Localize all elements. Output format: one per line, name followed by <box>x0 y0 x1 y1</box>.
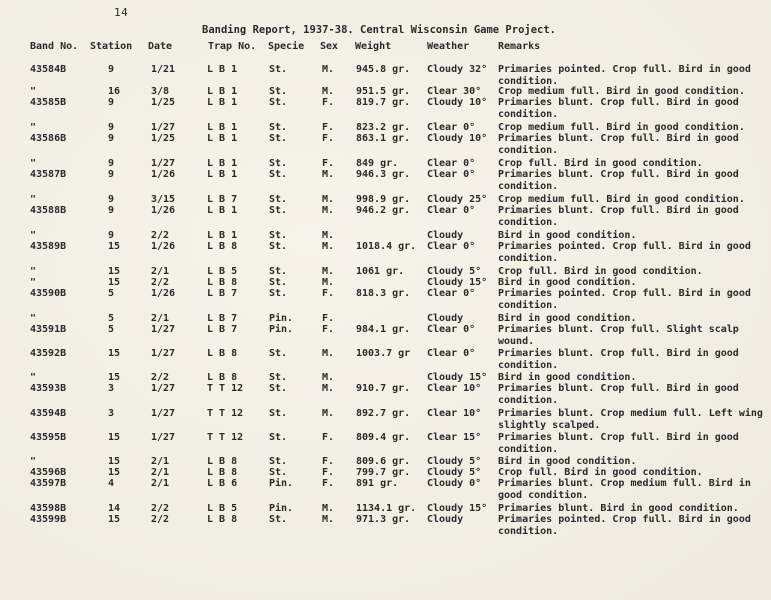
cell-trap: L B 1 <box>207 122 238 133</box>
header-remarks: Remarks <box>498 41 541 52</box>
cell-specie: St. <box>269 122 288 133</box>
cell-sex: F. <box>322 97 335 108</box>
cell-trap: L B 1 <box>207 169 238 180</box>
cell-weight: 849 gr. <box>356 158 399 169</box>
cell-weather: Cloudy 15° <box>427 277 488 288</box>
cell-weather: Clear 0° <box>427 158 476 169</box>
cell-specie: St. <box>269 266 288 277</box>
cell-trap: L B 5 <box>207 503 238 514</box>
cell-remarks: Primaries blunt. Crop full. Bird in good condition. <box>498 133 739 156</box>
cell-sex: M. <box>322 503 335 514</box>
table-row <box>0 324 771 347</box>
cell-specie: St. <box>269 158 288 169</box>
cell-weather: Cloudy 5° <box>427 266 482 277</box>
cell-specie: St. <box>269 456 288 467</box>
cell-remarks: Primaries blunt. Crop full. Bird in good condition. <box>498 348 739 371</box>
cell-remarks: Primaries pointed. Crop full. Bird in good condition. <box>498 514 751 537</box>
cell-specie: St. <box>269 205 288 216</box>
cell-remarks: Bird in good condition. <box>498 230 637 241</box>
cell-remarks: Crop full. Bird in good condition. <box>498 467 703 478</box>
cell-specie: St. <box>269 467 288 478</box>
header-specie: Specie <box>268 41 305 52</box>
cell-specie: St. <box>269 97 288 108</box>
cell-remarks: Primaries blunt. Crop full. Bird in good condition. <box>498 383 739 406</box>
header-sex: Sex <box>320 41 339 52</box>
cell-station: 5 <box>108 324 115 335</box>
cell-sex: F. <box>322 456 335 467</box>
cell-sex: M. <box>322 64 335 75</box>
header-trap: Trap No. <box>208 41 257 52</box>
cell-band: " <box>30 266 37 277</box>
cell-date: 2/2 <box>151 277 170 288</box>
cell-weight: 971.3 gr. <box>356 514 411 525</box>
cell-remarks: Primaries blunt. Crop full. Bird in good condition. <box>498 432 739 455</box>
cell-band: 43597B <box>30 478 67 489</box>
cell-band: 43589B <box>30 241 67 252</box>
table-row <box>0 64 771 87</box>
cell-weather: Clear 0° <box>427 169 476 180</box>
cell-sex: M. <box>322 194 335 205</box>
cell-weight: 863.1 gr. <box>356 133 411 144</box>
cell-remarks: Bird in good condition. <box>498 277 637 288</box>
cell-station: 9 <box>108 133 115 144</box>
cell-station: 9 <box>108 169 115 180</box>
cell-station: 15 <box>108 277 121 288</box>
cell-specie: St. <box>269 64 288 75</box>
cell-trap: L B 1 <box>207 158 238 169</box>
cell-remarks: Primaries pointed. Crop full. Bird in good condition. <box>498 241 751 264</box>
table-row <box>0 383 771 406</box>
cell-date: 2/2 <box>151 503 170 514</box>
cell-sex: F. <box>322 478 335 489</box>
cell-weather: Cloudy 32° <box>427 64 488 75</box>
cell-date: 1/27 <box>151 383 176 394</box>
cell-remarks: Crop full. Bird in good condition. <box>498 158 703 169</box>
cell-trap: L B 8 <box>207 372 238 383</box>
cell-station: 16 <box>108 86 121 97</box>
cell-remarks: Primaries blunt. Crop medium full. Left wing slightly scalped. <box>498 408 763 431</box>
cell-specie: St. <box>269 372 288 383</box>
cell-specie: St. <box>269 408 288 419</box>
cell-remarks: Crop medium full. Bird in good condition. <box>498 122 745 133</box>
cell-sex: M. <box>322 241 335 252</box>
cell-weather: Cloudy 5° <box>427 456 482 467</box>
cell-date: 2/1 <box>151 266 170 277</box>
cell-trap: L B 7 <box>207 288 238 299</box>
table-row <box>0 133 771 156</box>
cell-weather: Clear 0° <box>427 122 476 133</box>
cell-specie: St. <box>269 241 288 252</box>
cell-weather: Clear 0° <box>427 205 476 216</box>
cell-specie: St. <box>269 133 288 144</box>
cell-remarks: Crop medium full. Bird in good condition. <box>498 86 745 97</box>
cell-date: 1/26 <box>151 205 176 216</box>
cell-band: 43587B <box>30 169 67 180</box>
header-station: Station <box>90 41 133 52</box>
cell-station: 9 <box>108 64 115 75</box>
page-number: 14 <box>114 6 129 19</box>
cell-remarks: Primaries blunt. Bird in good condition. <box>498 503 739 514</box>
cell-trap: L B 8 <box>207 277 238 288</box>
cell-station: 9 <box>108 158 115 169</box>
cell-specie: St. <box>269 348 288 359</box>
table-row <box>0 478 771 501</box>
cell-date: 1/27 <box>151 122 176 133</box>
cell-sex: F. <box>322 288 335 299</box>
cell-station: 15 <box>108 467 121 478</box>
cell-weight: 946.3 gr. <box>356 169 411 180</box>
cell-date: 2/1 <box>151 313 170 324</box>
cell-trap: L B 5 <box>207 266 238 277</box>
table-row <box>0 408 771 431</box>
cell-trap: L B 1 <box>207 205 238 216</box>
cell-weight: 1061 gr. <box>356 266 405 277</box>
cell-trap: L B 7 <box>207 313 238 324</box>
cell-band: 43592B <box>30 348 67 359</box>
cell-trap: T T 12 <box>207 383 244 394</box>
cell-station: 15 <box>108 348 121 359</box>
cell-date: 2/1 <box>151 456 170 467</box>
cell-weight: 945.8 gr. <box>356 64 411 75</box>
cell-trap: T T 12 <box>207 408 244 419</box>
cell-station: 15 <box>108 514 121 525</box>
cell-sex: F. <box>322 467 335 478</box>
cell-date: 2/1 <box>151 478 170 489</box>
cell-weight: 892.7 gr. <box>356 408 411 419</box>
cell-weight: 951.5 gr. <box>356 86 411 97</box>
cell-remarks: Primaries blunt. Crop full. Bird in good condition. <box>498 169 739 192</box>
cell-band: 43584B <box>30 64 67 75</box>
table-row <box>0 169 771 192</box>
cell-specie: Pin. <box>269 313 294 324</box>
cell-station: 15 <box>108 241 121 252</box>
cell-trap: L B 8 <box>207 348 238 359</box>
cell-station: 14 <box>108 503 121 514</box>
table-row <box>0 241 771 264</box>
cell-specie: St. <box>269 169 288 180</box>
cell-remarks: Bird in good condition. <box>498 456 637 467</box>
cell-station: 15 <box>108 456 121 467</box>
cell-weather: Clear 10° <box>427 383 482 394</box>
table-header <box>0 41 771 53</box>
cell-station: 9 <box>108 122 115 133</box>
cell-band: 43599B <box>30 514 67 525</box>
cell-weight: 809.6 gr. <box>356 456 411 467</box>
cell-weight: 1134.1 gr. <box>356 503 417 514</box>
cell-date: 1/25 <box>151 97 176 108</box>
cell-band: 43596B <box>30 467 67 478</box>
cell-band: 43588B <box>30 205 67 216</box>
cell-station: 9 <box>108 205 115 216</box>
cell-remarks: Primaries blunt. Crop full. Bird in good condition. <box>498 97 739 120</box>
cell-band: " <box>30 456 37 467</box>
cell-remarks: Primaries blunt. Crop full. Slight scalp wound. <box>498 324 739 347</box>
cell-sex: F. <box>322 324 335 335</box>
cell-weight: 946.2 gr. <box>356 205 411 216</box>
cell-band: " <box>30 86 37 97</box>
cell-date: 2/1 <box>151 467 170 478</box>
cell-station: 9 <box>108 230 115 241</box>
cell-sex: M. <box>322 348 335 359</box>
cell-remarks: Bird in good condition. <box>498 372 637 383</box>
table-row <box>0 514 771 537</box>
cell-weather: Cloudy 10° <box>427 97 488 108</box>
cell-trap: L B 7 <box>207 324 238 335</box>
table-row <box>0 348 771 371</box>
cell-weather: Clear 15° <box>427 432 482 443</box>
cell-station: 5 <box>108 313 115 324</box>
cell-trap: L B 1 <box>207 230 238 241</box>
cell-weight: 809.4 gr. <box>356 432 411 443</box>
cell-sex: M. <box>322 383 335 394</box>
cell-station: 15 <box>108 432 121 443</box>
cell-sex: M. <box>322 277 335 288</box>
cell-band: " <box>30 158 37 169</box>
cell-band: " <box>30 313 37 324</box>
cell-specie: Pin. <box>269 324 294 335</box>
cell-specie: St. <box>269 194 288 205</box>
cell-weather: Clear 0° <box>427 348 476 359</box>
cell-trap: L B 6 <box>207 478 238 489</box>
cell-sex: M. <box>322 205 335 216</box>
cell-trap: L B 8 <box>207 241 238 252</box>
header-band: Band No. <box>30 41 79 52</box>
cell-date: 1/27 <box>151 432 176 443</box>
cell-band: 43594B <box>30 408 67 419</box>
cell-remarks: Crop medium full. Bird in good condition. <box>498 194 745 205</box>
cell-weight: 818.3 gr. <box>356 288 411 299</box>
cell-trap: L B 1 <box>207 86 238 97</box>
cell-weather: Cloudy <box>427 313 464 324</box>
cell-sex: M. <box>322 408 335 419</box>
cell-date: 1/27 <box>151 324 176 335</box>
cell-band: 43595B <box>30 432 67 443</box>
cell-date: 1/25 <box>151 133 176 144</box>
cell-weight: 799.7 gr. <box>356 467 411 478</box>
cell-specie: St. <box>269 277 288 288</box>
cell-date: 1/21 <box>151 64 176 75</box>
cell-date: 3/8 <box>151 86 170 97</box>
cell-specie: St. <box>269 514 288 525</box>
cell-weather: Cloudy 10° <box>427 133 488 144</box>
cell-band: 43585B <box>30 97 67 108</box>
cell-weather: Cloudy 25° <box>427 194 488 205</box>
cell-station: 3 <box>108 408 115 419</box>
cell-band: 43586B <box>30 133 67 144</box>
cell-weather: Clear 0° <box>427 324 476 335</box>
cell-trap: L B 1 <box>207 64 238 75</box>
cell-sex: F. <box>322 313 335 324</box>
cell-date: 3/15 <box>151 194 176 205</box>
cell-remarks: Primaries blunt. Crop medium full. Bird in good condition. <box>498 478 751 501</box>
cell-weather: Clear 30° <box>427 86 482 97</box>
cell-band: " <box>30 277 37 288</box>
cell-station: 5 <box>108 288 115 299</box>
cell-weight: 984.1 gr. <box>356 324 411 335</box>
cell-weather: Clear 10° <box>427 408 482 419</box>
table-row <box>0 288 771 311</box>
cell-sex: F. <box>322 432 335 443</box>
cell-sex: F. <box>322 133 335 144</box>
cell-weather: Clear 0° <box>427 241 476 252</box>
cell-band: 43590B <box>30 288 67 299</box>
header-weather: Weather <box>427 41 470 52</box>
table-row <box>0 432 771 455</box>
cell-trap: L B 7 <box>207 194 238 205</box>
cell-weight: 910.7 gr. <box>356 383 411 394</box>
cell-specie: St. <box>269 230 288 241</box>
cell-band: " <box>30 372 37 383</box>
cell-band: " <box>30 194 37 205</box>
cell-band: 43593B <box>30 383 67 394</box>
cell-remarks: Bird in good condition. <box>498 313 637 324</box>
cell-weather: Cloudy 5° <box>427 467 482 478</box>
cell-date: 2/2 <box>151 230 170 241</box>
cell-trap: T T 12 <box>207 432 244 443</box>
cell-weight: 1003.7 gr <box>356 348 411 359</box>
cell-trap: L B 1 <box>207 97 238 108</box>
cell-sex: F. <box>322 158 335 169</box>
cell-weather: Cloudy 0° <box>427 478 482 489</box>
cell-specie: St. <box>269 383 288 394</box>
cell-sex: M. <box>322 169 335 180</box>
cell-station: 9 <box>108 194 115 205</box>
cell-weight: 998.9 gr. <box>356 194 411 205</box>
cell-station: 3 <box>108 383 115 394</box>
cell-sex: M. <box>322 230 335 241</box>
table-row <box>0 205 771 228</box>
header-weight: Weight <box>355 41 392 52</box>
cell-sex: M. <box>322 372 335 383</box>
report-title: Banding Report, 1937-38. Central Wisconsin Game Project. <box>202 24 557 36</box>
cell-date: 1/27 <box>151 408 176 419</box>
cell-trap: L B 8 <box>207 456 238 467</box>
cell-date: 1/27 <box>151 158 176 169</box>
cell-sex: M. <box>322 86 335 97</box>
cell-date: 1/26 <box>151 169 176 180</box>
cell-remarks: Crop full. Bird in good condition. <box>498 266 703 277</box>
cell-band: " <box>30 122 37 133</box>
cell-trap: L B 8 <box>207 514 238 525</box>
cell-sex: F. <box>322 122 335 133</box>
cell-specie: St. <box>269 432 288 443</box>
cell-weight: 819.7 gr. <box>356 97 411 108</box>
table-row <box>0 97 771 120</box>
cell-trap: L B 1 <box>207 133 238 144</box>
cell-weather: Cloudy 15° <box>427 503 488 514</box>
cell-weather: Cloudy <box>427 230 464 241</box>
cell-weight: 1018.4 gr. <box>356 241 417 252</box>
cell-band: 43591B <box>30 324 67 335</box>
cell-specie: Pin. <box>269 503 294 514</box>
cell-date: 1/26 <box>151 288 176 299</box>
cell-weather: Clear 0° <box>427 288 476 299</box>
cell-weight: 823.2 gr. <box>356 122 411 133</box>
cell-station: 15 <box>108 372 121 383</box>
cell-trap: L B 8 <box>207 467 238 478</box>
cell-band: 43598B <box>30 503 67 514</box>
cell-station: 4 <box>108 478 115 489</box>
cell-date: 2/2 <box>151 372 170 383</box>
cell-date: 1/26 <box>151 241 176 252</box>
cell-sex: M. <box>322 514 335 525</box>
cell-weather: Cloudy <box>427 514 464 525</box>
cell-sex: M. <box>322 266 335 277</box>
cell-remarks: Primaries pointed. Crop full. Bird in good condition. <box>498 288 751 311</box>
cell-weather: Cloudy 15° <box>427 372 488 383</box>
cell-specie: St. <box>269 86 288 97</box>
cell-remarks: Primaries blunt. Crop full. Bird in good condition. <box>498 205 739 228</box>
header-date: Date <box>148 41 173 52</box>
cell-weight: 891 gr. <box>356 478 399 489</box>
cell-date: 1/27 <box>151 348 176 359</box>
cell-station: 15 <box>108 266 121 277</box>
cell-band: " <box>30 230 37 241</box>
cell-station: 9 <box>108 97 115 108</box>
cell-remarks: Primaries pointed. Crop full. Bird in good condition. <box>498 64 751 87</box>
cell-date: 2/2 <box>151 514 170 525</box>
cell-specie: St. <box>269 288 288 299</box>
cell-specie: Pin. <box>269 478 294 489</box>
